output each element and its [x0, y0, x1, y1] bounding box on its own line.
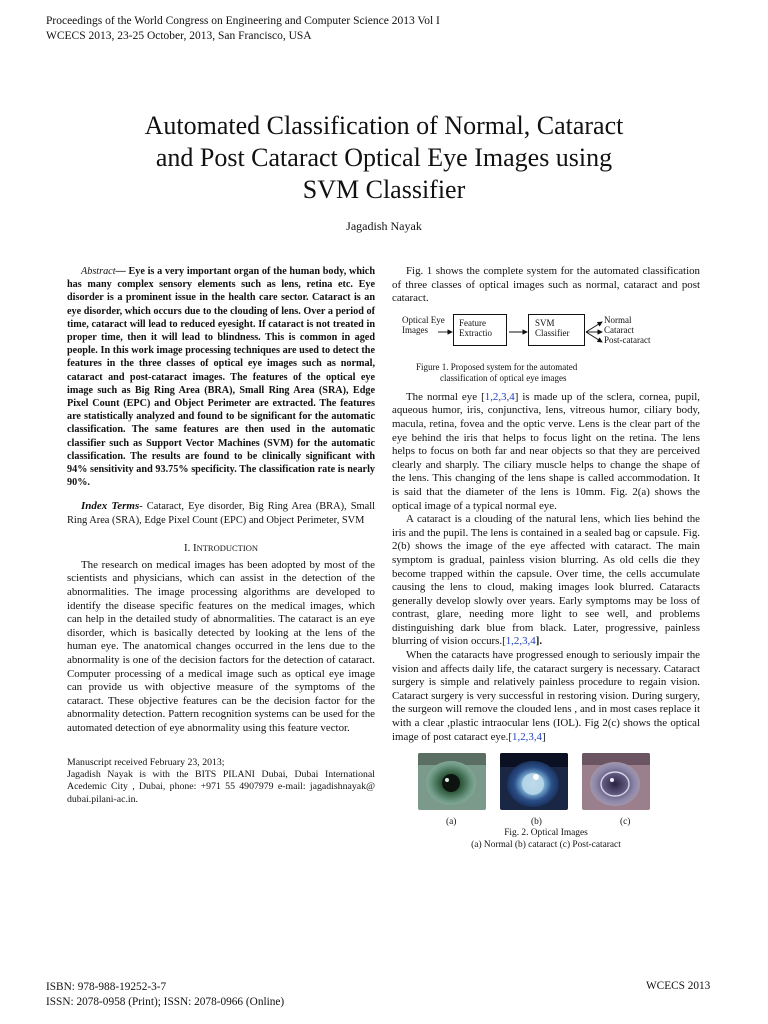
p4-text: When the cataracts have progressed enough to seriously impair the vision and affects daily life, the cataract surgery is necessary. Cataract surgery is simple and relatively painless procedure to regain vision. Cataract surgery is very successful in restoring vision. During surgery, the surgeon will remove the clouded lens , and in most cases replace it with a clear ,plastic intraocular lens (IOL). Fig 2(c) shows the optical image of post cataract eye.[ — [392, 649, 700, 743]
system-diagram — [392, 312, 700, 352]
diagram-outputs — [604, 315, 650, 345]
abstract — [67, 265, 375, 489]
p4-end: ] — [542, 730, 546, 743]
footer-issn: ISSN: 2078-0958 (Print); ISSN: 2078-0966 (Online) — [46, 996, 285, 1008]
footer-isbn: ISBN: 978-988-19252-3-7 — [46, 981, 167, 993]
output-cataract: Cataract — [604, 324, 634, 335]
diagram-input-line-1: Optical Eye — [402, 314, 445, 325]
output-post-cataract: Post-cataract — [604, 334, 651, 345]
fig2-caption-line-1: Fig. 2. Optical Images — [504, 828, 588, 839]
index-terms-label: Index Terms — [81, 500, 140, 513]
footnote-line-1: Manuscript received February 23, 2013; — [67, 756, 225, 768]
citation-link[interactable]: 1,2,3,4 — [512, 730, 542, 743]
abstract-label: Abstract — [81, 266, 116, 277]
page-footer — [46, 980, 284, 1010]
fig2-label-b: (b) — [531, 817, 542, 828]
p2-start: The normal eye [ — [406, 390, 485, 403]
title-line-1: Automated Classification of Normal, Cataract — [144, 111, 624, 140]
footer-conference: WCECS 2013 — [646, 980, 711, 992]
diagram-input-line-2: Images — [402, 324, 428, 335]
feature-extraction-box — [453, 314, 507, 346]
cataract-eye-image — [500, 753, 568, 810]
figure-2 — [392, 753, 700, 865]
cataract-paragraph — [392, 513, 700, 649]
post-cataract-paragraph — [392, 649, 700, 744]
fig1-caption — [392, 362, 700, 384]
footnote — [67, 757, 375, 807]
normal-eye-image — [418, 753, 486, 810]
fig2-label-c: (c) — [620, 817, 631, 828]
svm-box-line-2: Classifier — [535, 327, 570, 338]
proceedings-header — [46, 14, 440, 44]
header-line-2: WCECS 2013, 23-25 October, 2013, San Francisco, USA — [46, 30, 312, 42]
abstract-dash: — — [115, 266, 129, 277]
fig1-caption-line-1: Figure 1. Proposed system for the automated — [416, 361, 578, 372]
feature-box-line-1: Feature — [459, 317, 486, 328]
svm-box-line-1: SVM — [535, 317, 555, 328]
citation-link[interactable]: 1,2,3,4 — [505, 635, 536, 648]
p2-rest: ] is made up of the sclera, cornea, pupil, aqueous humor, iris, conjunctiva, lens, vitreous humor, ciliary body, macula, retina, fovea and the optic verve. Lens is the clear part of the eye behind the iris that helps to focus light on the retina. The lens helps to focus on both far and near objects so that they are perceived clearly and sharply. The ciliary muscle helps to change the shape of the lens. This changing of the lens shape is called accommodation. It is said that the diameter of the lens is 10mm. Fig. 2(a) shows the optical image of a typical normal eye. — [392, 390, 700, 512]
title-line-2: and Post Cataract Optical Eye Images using — [155, 143, 613, 172]
author-name: Jagadish Nayak — [346, 219, 422, 233]
index-terms — [67, 500, 375, 526]
fig2-label-a: (a) — [446, 817, 457, 828]
fig1-intro-paragraph: Fig. 1 shows the complete system for the automated classification of three classes of optical images such as normal, cataract and post cataract. — [392, 265, 700, 305]
section-heading-introduction — [67, 542, 375, 554]
post-cataract-eye-image — [582, 753, 650, 810]
section-title: NTRODUCTION — [196, 542, 258, 553]
abstract-text: Eye is a very important organ of the human body, which has many complex sensory elements such as lens, retina etc. Eye disorder is a prominent issue in the health care sector. Cataract is an eye disorder, which occurs due to the clouding of lens. Over a period of time, cataract will lead to reduced eyesight. If cataract is not treated in proper time, then it will lead to blindness. This is common in aged people. In this work image processing techniques are used to detect the features in the three classes of optical eye images such as normal, cataract and post-cataract images. The features of the optical eye image such as Big Ring Area (BRA), Small Ring Area (SRA), Edge Pixel Count (EPC) and Object Perimeter are extracted. The features are statistically analyzed and found to be significant for the automatic classification. The same features are then used in the automatic classifier such as Support Vector Machines (SVM) for the automatic classification. The results are found to be clinically significant with 94% sensitivity and 93.75% specificity. The classification rate is nearly 90%. — [67, 266, 375, 489]
citation-link[interactable]: 1,2,3,4 — [484, 390, 515, 403]
header-line-1: Proceedings of the World Congress on Engineering and Computer Science 2013 Vol I — [46, 15, 440, 27]
fig1-caption-line-2: classification of optical eye images — [440, 372, 567, 383]
svm-classifier-box — [528, 314, 585, 346]
left-column — [67, 265, 375, 806]
p3-end: ]. — [535, 635, 543, 648]
paper-title — [60, 110, 708, 206]
output-normal: Normal — [604, 314, 632, 325]
intro-paragraph: The research on medical images has been adopted by most of the scientists and physicians, which can assist in the detection of the abnormalities. The image processing algorithms are developed to identify the disease specific features on the medical images, which can help in the detailed study of abnormalities. The cataract is an eye disorder, which is basically detected by looking at the lens of the human eye. The anatomical changes occurred in the lens due to the abnormality is one of the decision factors for the detection of cataract. Computer processing of a medical image such as optical eye image can provide us with objective measure of the symptoms of the cataract. These objective features can be the decision factor for the abnormality detection. Pattern recognition systems can be used for the automated detection of eye abnormality using this feature vector. — [67, 558, 375, 734]
fig2-caption-line-2: (a) Normal (b) cataract (c) Post-cataract — [471, 840, 621, 851]
right-column — [392, 265, 700, 865]
footnote-line-2: Jagadish Nayak is with the BITS PILANI Dubai, Dubai International Acedemic City , Dubai, phone: +971 55 4907979 e-mail: jagadishnayak@ dubai.pilani-ac.in. — [67, 768, 375, 805]
fig2-caption — [392, 827, 700, 851]
title-line-3: SVM Classifier — [302, 175, 466, 204]
index-terms-text: - Cataract, Eye disorder, Big Ring Area (BRA), Small Ring Area (SRA), Edge Pixel Count (EPC) and Object Perimeter, SVM — [67, 501, 375, 526]
feature-box-line-2: Extractio — [459, 327, 492, 338]
section-number: I. I — [184, 541, 197, 554]
p3-text: A cataract is a clouding of the natural lens, which lies behind the iris and the pupil. The lens is contained in a sealed bag or capsule. Fig. 2(b) shows the image of the eye affected with cataract. The main symptom is gradual, painless vision blurring. As old cells die they become trapped within the capsule. Over time, the cells accumulate causing the lens to cloud, making images look blurred. Cataracts generally develop slowly over years. Early symptoms may be loss of contrast, glare, needing more light to see well, and problems distinguishing dark blue from black. Later, progressive, painless blurring of vision occurs.[ — [392, 513, 700, 648]
normal-eye-paragraph — [392, 391, 700, 513]
